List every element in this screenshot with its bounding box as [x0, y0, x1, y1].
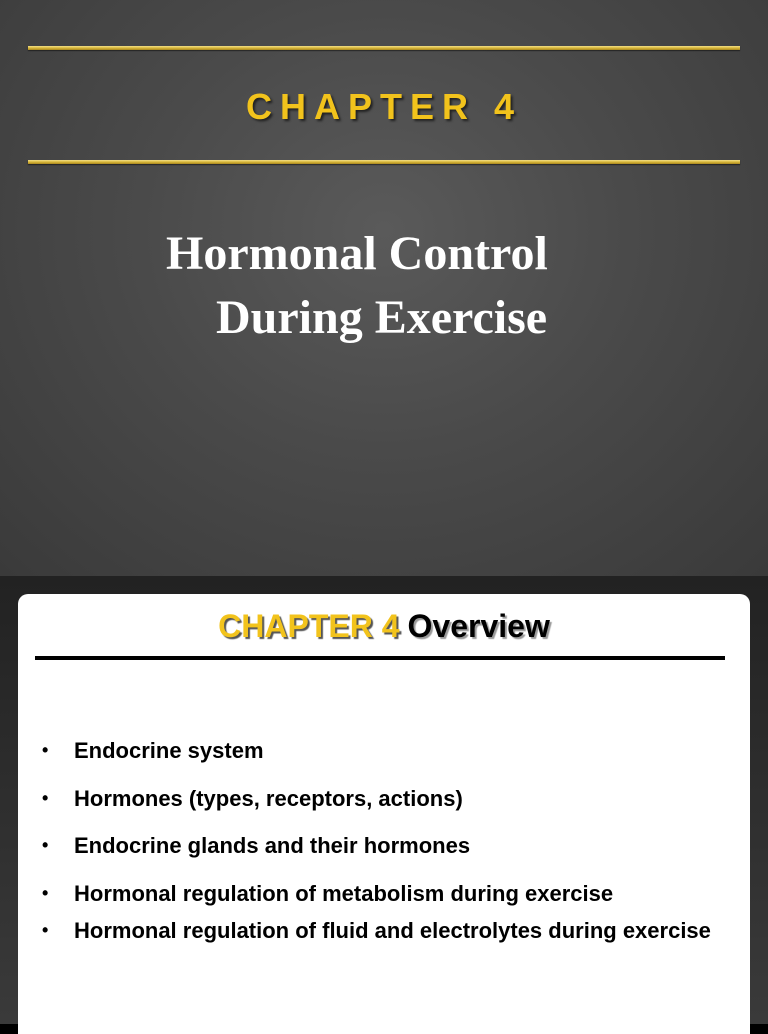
bullet-item	[42, 915, 722, 946]
overview-chapter-label: CHAPTER 4	[218, 608, 400, 644]
chapter-heading: CHAPTER 4	[245, 86, 523, 127]
bullet-item	[42, 735, 722, 766]
bullet-text: Hormones (types, receptors, actions)	[74, 786, 463, 811]
bullet-text: Endocrine system	[74, 738, 264, 763]
bullet-item	[42, 830, 722, 861]
overview-heading	[18, 608, 750, 645]
bullet-text: Hormonal regulation of metabolism during exercise	[74, 881, 614, 906]
overview-word: Overview	[407, 608, 550, 644]
title-line-1: Hormonal Control	[166, 227, 548, 280]
bullet-item	[42, 783, 722, 814]
bullet-dot: •	[42, 835, 49, 855]
bullet-dot: •	[42, 788, 49, 808]
bullet-dot: •	[42, 740, 49, 760]
bullet-text: Hormonal regulation of fluid and electrolytes during exercise	[74, 918, 711, 943]
bullet-dot: •	[42, 920, 49, 940]
overview-divider	[35, 656, 725, 660]
bullet-item	[42, 878, 722, 909]
title-line-2: During Exercise	[216, 291, 548, 344]
bullet-text: Endocrine glands and their hormones	[74, 833, 471, 858]
gold-divider-top	[28, 46, 740, 50]
overview-slide	[18, 594, 750, 1034]
gold-divider-bottom	[28, 160, 740, 164]
bullet-dot: •	[42, 883, 49, 903]
